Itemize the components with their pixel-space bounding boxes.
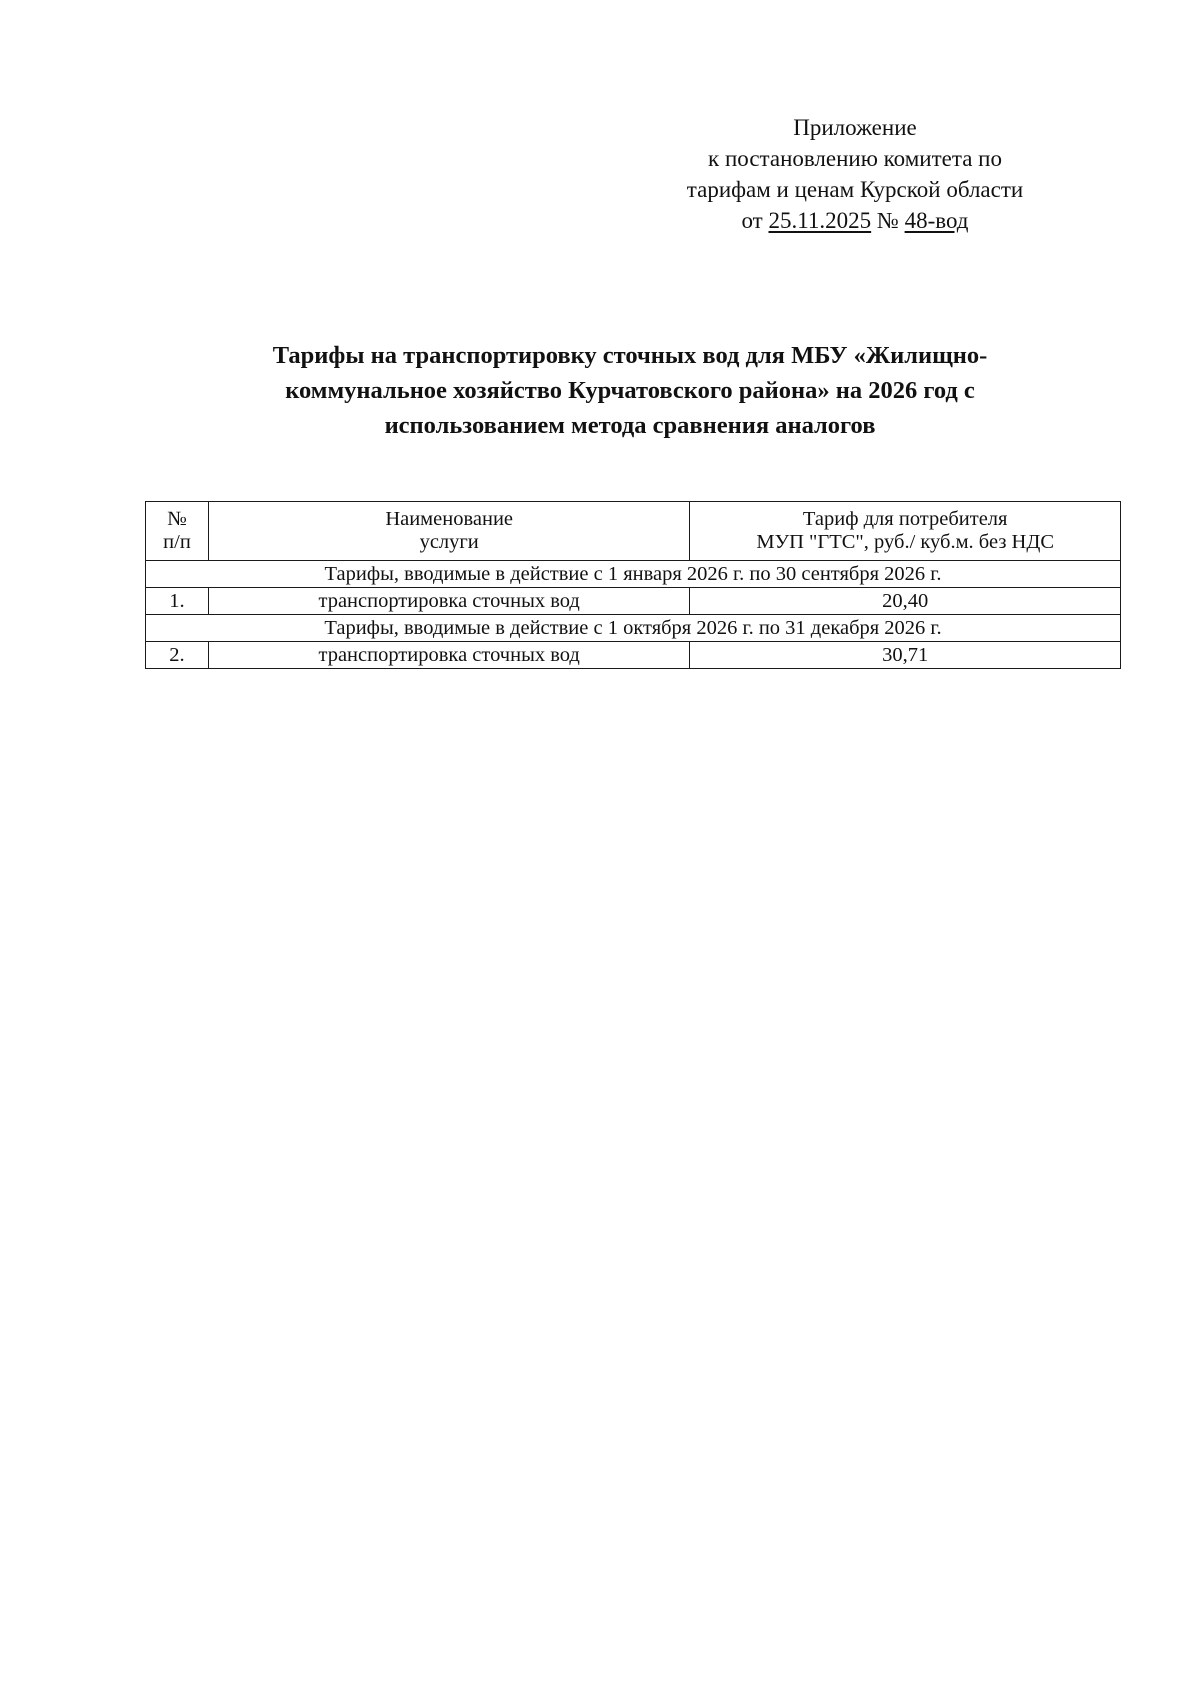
period-row <box>146 615 1121 642</box>
table-row <box>146 588 1121 615</box>
header-num-line-2: п/п <box>163 531 191 553</box>
row-num: 2. <box>146 642 209 669</box>
appendix-block <box>620 112 1090 236</box>
title-line-2: коммунальное хозяйство Курчатовского района» на 2026 год с <box>285 377 975 404</box>
appendix-prefix: от <box>741 208 763 233</box>
row-tariff: 20,40 <box>690 588 1121 615</box>
row-num: 1. <box>146 588 209 615</box>
header-name-line-1: Наименование <box>385 508 514 530</box>
row-service: транспортировка сточных вод <box>208 642 689 669</box>
table-row <box>146 642 1121 669</box>
header-num-line-1: № <box>167 508 187 530</box>
period-row <box>146 561 1121 588</box>
header-num <box>146 502 209 561</box>
document-title <box>170 338 1090 443</box>
title-line-1: Тарифы на транспортировку сточных вод для МБУ «Жилищно- <box>272 342 988 369</box>
row-service: транспортировка сточных вод <box>208 588 689 615</box>
appendix-date: 25.11.2025 <box>768 208 872 233</box>
appendix-number-sign: № <box>876 208 899 233</box>
period-label: Тарифы, вводимые в действие с 1 января 2026 г. по 30 сентября 2026 г. <box>146 561 1121 588</box>
header-name-line-2: услуги <box>419 531 479 553</box>
appendix-line-3: тарифам и ценам Курской области <box>686 177 1024 202</box>
table-header-row <box>146 502 1121 561</box>
row-tariff: 30,71 <box>690 642 1121 669</box>
appendix-line-4 <box>620 205 1090 236</box>
header-tariff-line-1: Тариф для потребителя <box>802 508 1008 530</box>
header-tariff-line-2: МУП "ГТС", руб./ куб.м. без НДС <box>756 531 1055 553</box>
period-label: Тарифы, вводимые в действие с 1 октября 2026 г. по 31 декабря 2026 г. <box>146 615 1121 642</box>
header-tariff <box>690 502 1121 561</box>
tariff-table <box>145 501 1121 669</box>
appendix-line-2: к постановлению комитета по <box>708 146 1002 171</box>
appendix-line-1: Приложение <box>793 115 917 140</box>
header-name <box>208 502 689 561</box>
title-line-3: использованием метода сравнения аналогов <box>384 412 876 439</box>
appendix-number: 48-вод <box>904 208 969 233</box>
